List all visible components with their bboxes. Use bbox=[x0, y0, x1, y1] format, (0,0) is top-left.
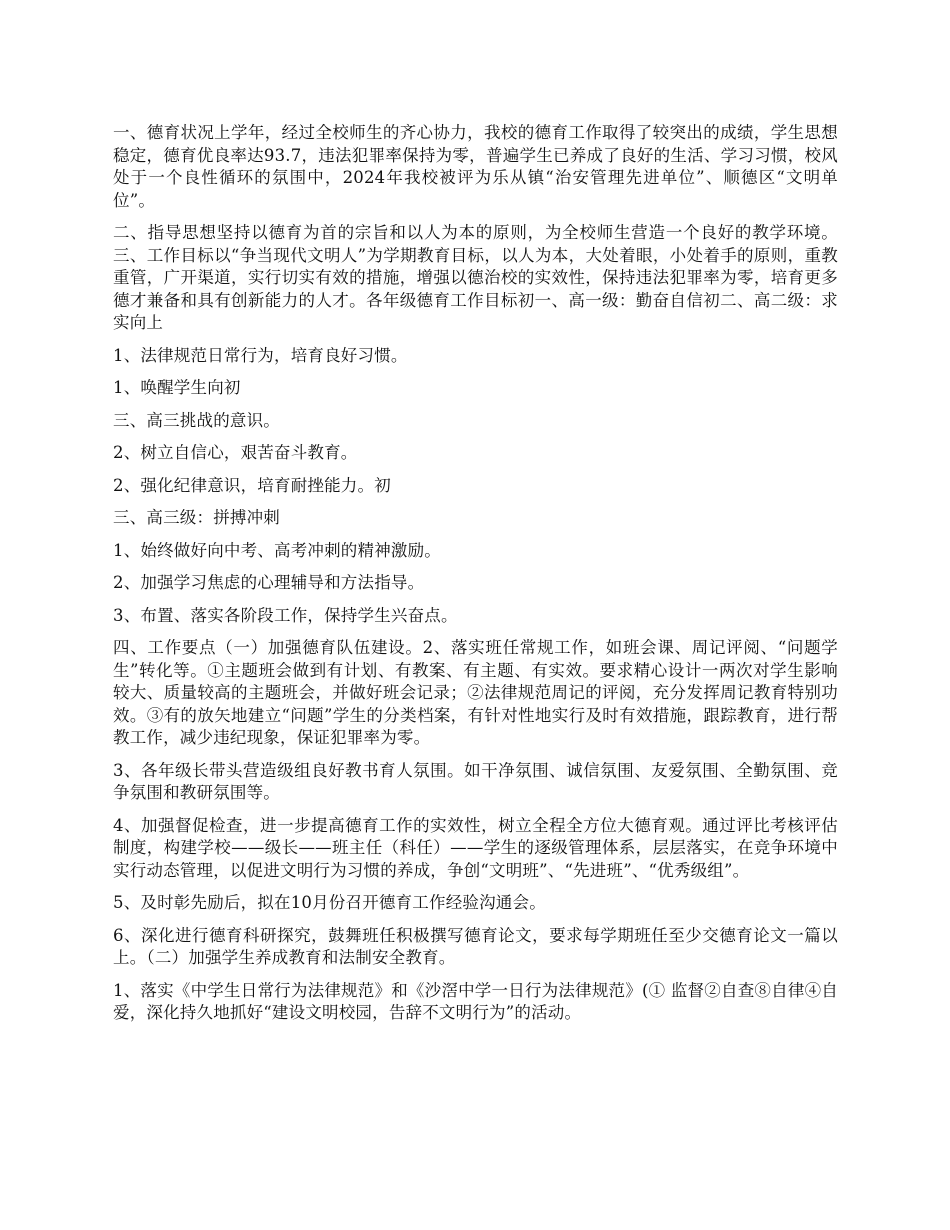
paragraph-moral-status: 一、德育状况上学年，经过全校师生的齐心协力，我校的德育工作取得了较突出的成绩，学生思想稳定，德育优良率达93.7，违法犯罪率保持为零，普遍学生已养成了良好的生活、学习习惯，校风处于一个良性循环的氛围中，2024年我校被评为乐从镇“治安管理先进单位”、顺德区“文明单位”。 bbox=[113, 123, 838, 210]
paragraph-item: 6、深化进行德育科研探究，鼓舞班任积极撰写德育论文，要求每学期班任至少交德育论文一篇以上。（二）加强学生养成教育和法制安全教育。 bbox=[113, 925, 838, 967]
paragraph-item: 三、高三级：拼搏冲刺 bbox=[113, 508, 280, 527]
paragraph-item: 3、布置、落实各阶段工作，保持学生兴奋点。 bbox=[113, 605, 458, 625]
paragraph-item: 3、各年级长带头营造级组良好教书育人氛围。如干净氛围、诚信氛围、友爱氛围、全勤氛围、竞争氛围和教研氛围等。 bbox=[113, 760, 838, 802]
paragraph-item: 1、唤醒学生向初 bbox=[113, 378, 241, 397]
paragraph-item: 三、高三挑战的意识。 bbox=[113, 410, 280, 430]
paragraph-guiding-ideology: 二、指导思想坚持以德育为首的宗旨和以人为本的原则，为全校师生营造一个良好的教学环境。三、工作目标以“争当现代文明人”为学期教育目标，以人为本，大处着眼，小处着手的原则，重教重管，广开渠道，实行切实有效的措施，增强以德治校的实效性，保持违法犯罪率为零，培育更多德才兼备和具有创新能力的人才。各年级德育工作目标初一、高一级：勤奋自信初二、高二级：求实向上 bbox=[113, 223, 838, 332]
paragraph-work-points: 四、工作要点（一）加强德育队伍建设。2、落实班任常规工作，如班会课、周记评阅、“问题学生”转化等。①主题班会做到有计划、有教案、有主题、有实效。要求精心设计一两次对学生影响较大、质量较高的主题班会，并做好班会记录；②法律规范周记的评阅，充分发挥周记教育特别功效。③有的放矢地建立“问题”学生的分类档案，有针对性地实行及时有效措施，跟踪教育，进行帮教工作，减少违纪现象，保证犯罪率为零。 bbox=[113, 638, 838, 747]
paragraph-item: 2、强化纪律意识，培育耐挫能力。初 bbox=[113, 475, 391, 495]
paragraph-item: 5、及时彰先励后，拟在10月份召开德育工作经验沟通会。 bbox=[113, 893, 546, 912]
paragraph-item: 2、加强学习焦虑的心理辅导和方法指导。 bbox=[113, 573, 425, 592]
paragraph-item: 2、树立自信心，艰苦奋斗教育。 bbox=[113, 443, 358, 462]
paragraph-item: 1、落实《中学生日常行为法律规范》和《沙滘中学一日行为法律规范》(① 监督②自查⑧自律④自爱，深化持久地抓好“建设文明校园，告辞不文明行为”的活动。 bbox=[113, 980, 838, 1022]
paragraph-item: 1、法律规范日常行为，培育良好习惯。 bbox=[113, 345, 408, 365]
document-page bbox=[113, 122, 838, 1035]
paragraph-item: 1、始终做好向中考、高考冲刺的精神激励。 bbox=[113, 540, 441, 560]
paragraph-item: 4、加强督促检查，进一步提高德育工作的实效性，树立全程全方位大德育观。通过评比考核评估制度，构建学校——级长——班主任（科任）——学生的逐级管理体系，层层落实，在竞争环境中实行动态管理，以促进文明行为习惯的养成，争创“文明班”、“先进班”、“优秀级组”。 bbox=[113, 815, 838, 880]
